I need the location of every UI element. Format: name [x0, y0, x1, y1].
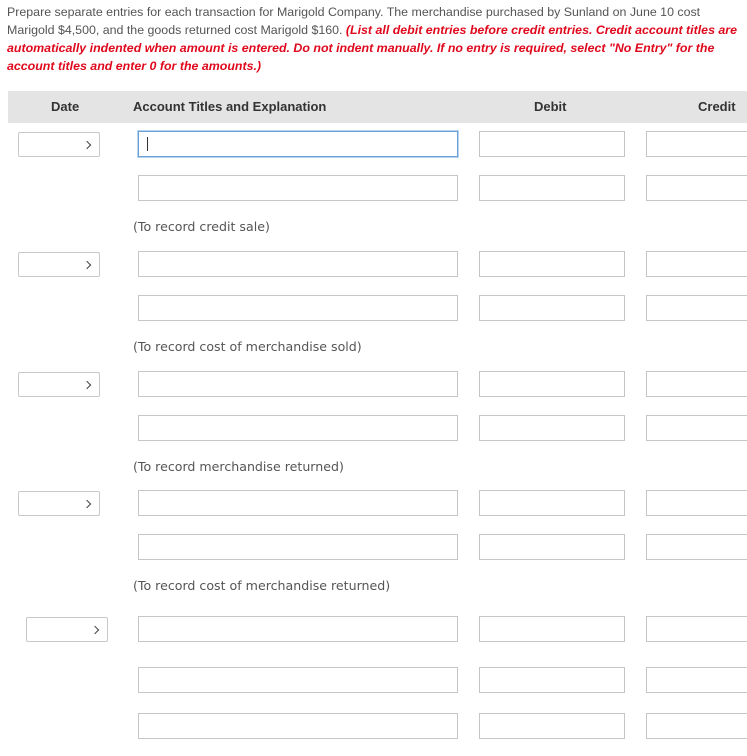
journal-table-header: [8, 91, 747, 123]
account-title-field-entry-2-line-2[interactable]: [138, 295, 458, 321]
instructions: [7, 3, 742, 75]
entry-explanation-4: (To record cost of merchandise returned): [133, 578, 391, 593]
debit-field-entry-2-line-2[interactable]: [479, 295, 625, 321]
chevron-down-icon: [83, 261, 91, 269]
debit-field-entry-5-line-1[interactable]: [479, 616, 625, 642]
entry-explanation-3: (To record merchandise returned): [133, 459, 344, 474]
debit-field-entry-2-line-1[interactable]: [479, 251, 625, 277]
debit-field-entry-1-line-2[interactable]: [479, 175, 625, 201]
account-title-field-entry-5-line-1[interactable]: [138, 616, 458, 642]
chevron-down-icon: [83, 500, 91, 508]
date-select-entry-1[interactable]: [18, 132, 100, 157]
credit-field-entry-5-line-3[interactable]: [646, 713, 747, 739]
account-title-field-entry-3-line-1[interactable]: [138, 371, 458, 397]
credit-field-entry-3-line-2[interactable]: [646, 415, 747, 441]
debit-field-entry-1-line-1[interactable]: [479, 131, 625, 157]
credit-field-entry-4-line-2[interactable]: [646, 534, 747, 560]
entry-explanation-1: (To record credit sale): [133, 219, 270, 234]
credit-field-entry-2-line-1[interactable]: [646, 251, 747, 277]
debit-field-entry-5-line-2[interactable]: [479, 667, 625, 693]
account-title-field-entry-1-line-1[interactable]: [138, 131, 458, 157]
account-title-field-entry-4-line-1[interactable]: [138, 490, 458, 516]
header-account-titles: Account Titles and Explanation: [133, 99, 327, 114]
date-select-entry-5[interactable]: [26, 617, 108, 642]
header-credit: Credit: [698, 99, 736, 114]
account-title-field-entry-2-line-1[interactable]: [138, 251, 458, 277]
chevron-down-icon: [83, 381, 91, 389]
instructions-emphasis: (List all debit entries before credit entries. Credit account titles are automatically indented when amount is entered. Do not indent manually. If no entry is required, select "No Entry" for the account titles and enter 0 for the amounts.): [7, 23, 738, 73]
date-select-entry-3[interactable]: [18, 372, 100, 397]
credit-field-entry-1-line-2[interactable]: [646, 175, 747, 201]
credit-field-entry-4-line-1[interactable]: [646, 490, 747, 516]
credit-field-entry-2-line-2[interactable]: [646, 295, 747, 321]
debit-field-entry-3-line-2[interactable]: [479, 415, 625, 441]
date-select-entry-4[interactable]: [18, 491, 100, 516]
debit-field-entry-3-line-1[interactable]: [479, 371, 625, 397]
account-title-field-entry-1-line-2[interactable]: [138, 175, 458, 201]
debit-field-entry-4-line-2[interactable]: [479, 534, 625, 560]
chevron-down-icon: [91, 626, 99, 634]
account-title-field-entry-5-line-2[interactable]: [138, 667, 458, 693]
entry-explanation-2: (To record cost of merchandise sold): [133, 339, 362, 354]
credit-field-entry-3-line-1[interactable]: [646, 371, 747, 397]
chevron-down-icon: [83, 141, 91, 149]
debit-field-entry-4-line-1[interactable]: [479, 490, 625, 516]
instructions-text: Prepare separate entries for each transaction for Marigold Company. The merchandise purchased by Sunland on June 10 cost Marigold $4,500, and the goods returned cost Marigold $160.: [7, 5, 701, 37]
credit-field-entry-5-line-1[interactable]: [646, 616, 747, 642]
account-title-field-entry-4-line-2[interactable]: [138, 534, 458, 560]
date-select-entry-2[interactable]: [18, 252, 100, 277]
account-title-field-entry-3-line-2[interactable]: [138, 415, 458, 441]
credit-field-entry-5-line-2[interactable]: [646, 667, 747, 693]
header-debit: Debit: [534, 99, 567, 114]
account-title-field-entry-5-line-3[interactable]: [138, 713, 458, 739]
text-caret: [147, 137, 148, 151]
credit-field-entry-1-line-1[interactable]: [646, 131, 747, 157]
debit-field-entry-5-line-3[interactable]: [479, 713, 625, 739]
header-date: Date: [51, 99, 80, 114]
